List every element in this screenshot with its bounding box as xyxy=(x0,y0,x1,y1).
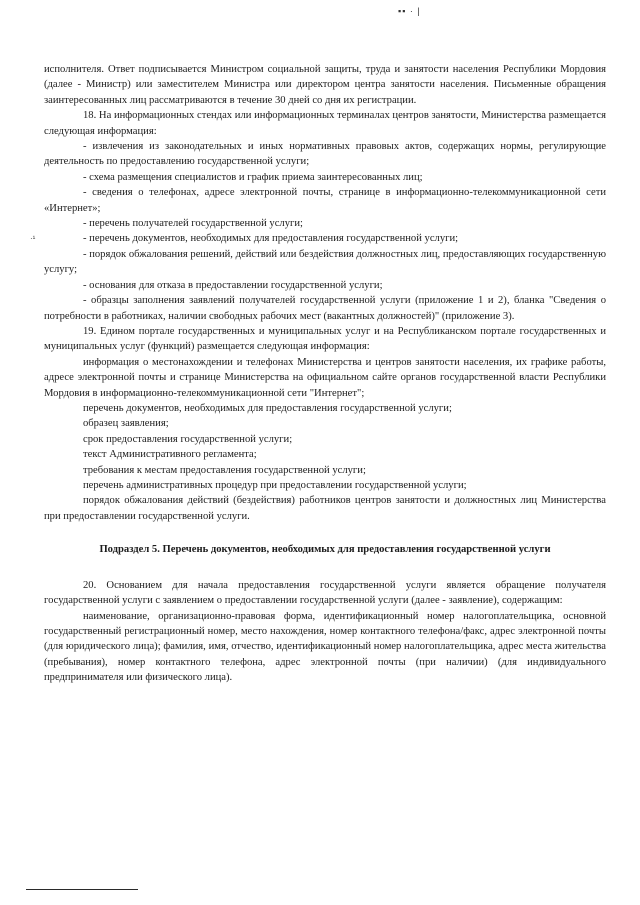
paragraph: информация о местонахождении и телефонах Министерства и центров занятости населения, их графике работы, адресе электронной почты и странице Министерства на официальном сайте органов государственной власти Республики Мордовия в информационно-телекоммуникационной сети "Интернет"; xyxy=(44,356,606,399)
paragraph: 18. На информационных стендах или информационных терминалах центров занятости, Министерства размещается следующая информация: xyxy=(44,110,606,137)
paragraph: порядок обжалования действий (бездействия) работников центров занятости и должностных лиц Министерства при предоставлении государственной услуги. xyxy=(44,495,606,522)
paragraph-group xyxy=(44,62,606,524)
paragraph: требования к местам предоставления государственной услуги; xyxy=(83,464,366,476)
paragraph: - перечень документов, необходимых для предоставления государственной услуги; xyxy=(83,233,459,245)
document-body xyxy=(44,62,606,686)
paragraph: - сведения о телефонах, адресе электронной почты, странице в информационно-телекоммуникационной сети «Интернет»; xyxy=(44,187,606,214)
marginal-note: ·¹ xyxy=(30,234,36,243)
footer-rule xyxy=(26,889,138,890)
paragraph: наименование, организационно-правовая форма, идентификационный номер налогоплательщика, основной государственный регистрационный номер, место нахождения, номер контактного телефона/факс, адрес электронной почты (для юридического лица); фамилия, имя, отчество, идентификационный номер налогоплательщика, адрес места жительства (пребывания), номер контактного телефона, адрес электронной почты (при наличии) (для индивидуального предпринимателя или физического лица). xyxy=(44,610,606,684)
paragraph: 20. Основанием для начала предоставления государственной услуги является обращение получателя государственной услуги с заявлением о предоставлении государственной услуги (далее - заявление), содержащим: xyxy=(44,579,606,607)
paragraph: срок предоставления государственной услуги; xyxy=(83,433,293,445)
paragraph: исполнителя. Ответ подписывается Министром социальной защиты, труда и занятости населения Республики Мордовия (далее - Министр) или заместителем Министра или директором центра занятости населения. Письменные обращения заинтересованных лиц рассматриваются в течение 30 дней со дня их регистрации. xyxy=(44,64,606,106)
paragraph: - порядок обжалования решений, действий или бездействия должностных лиц, предоставляющих государственную услугу; xyxy=(44,248,606,276)
paragraph: образец заявления; xyxy=(83,418,169,430)
paragraph-group-after-heading xyxy=(44,578,606,686)
paragraph: - образцы заполнения заявлений получателей государственной услуги (приложение 1 и 2), бланка "Сведения о потребности в работниках, наличии свободных рабочих мест (вакантных должностей)" (приложение 3). xyxy=(44,295,606,322)
paragraph: - извлечения из законодательных и иных нормативных правовых актов, содержащих нормы, регулирующие деятельность по предоставлению государственной услуги; xyxy=(44,141,606,168)
paragraph: - основания для отказа в предоставлении государственной услуги; xyxy=(83,279,383,291)
paragraph: перечень административных процедур при предоставлении государственной услуги; xyxy=(83,479,467,491)
paragraph: - схема размещения специалистов и график приема заинтересованных лиц; xyxy=(83,171,423,183)
paragraph: текст Административного регламента; xyxy=(83,449,257,461)
scan-mark: ▪▪ · | xyxy=(398,6,421,16)
paragraph: 19. Едином портале государственных и муниципальных услуг и на Республиканском портале государственных и муниципальных услуг (функций) размещается следующая информация: xyxy=(44,325,606,353)
section-heading: Подраздел 5. Перечень документов, необходимых для предоставления государственной услуги xyxy=(99,544,551,556)
paragraph: - перечень получателей государственной услуги; xyxy=(83,218,303,230)
paragraph: перечень документов, необходимых для предоставления государственной услуги; xyxy=(83,402,452,414)
